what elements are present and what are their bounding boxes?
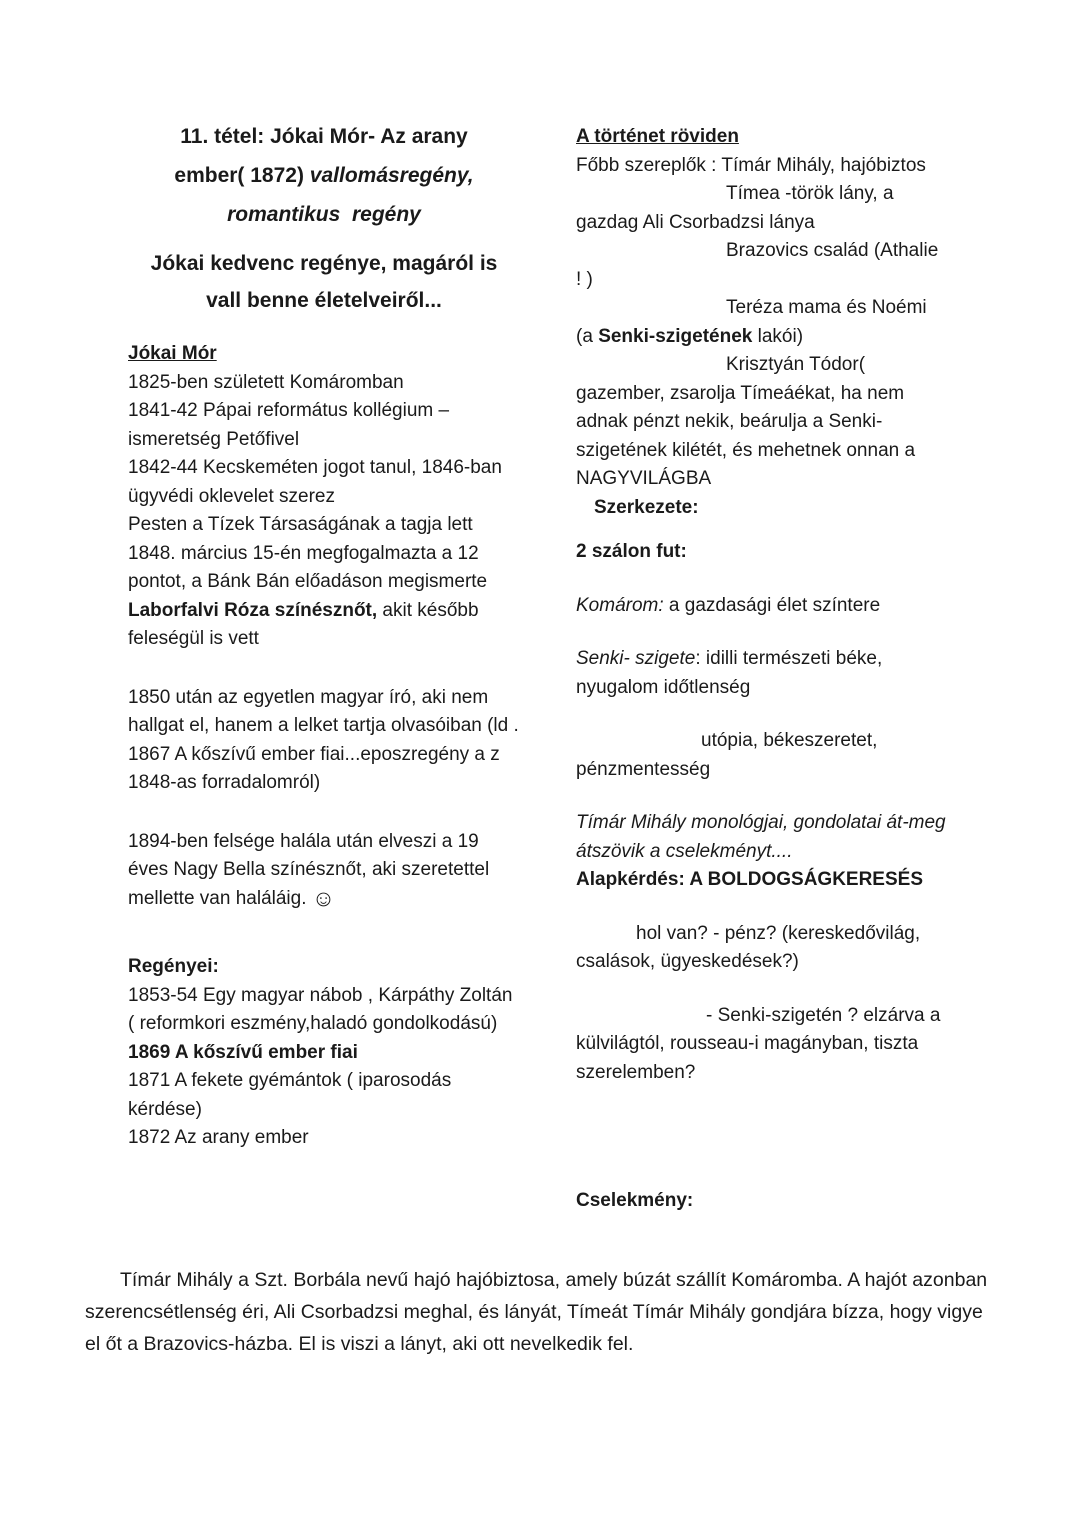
characters-line-6: Teréza mama és Noémi (726, 297, 927, 318)
komarom-label: Komárom: (576, 594, 664, 616)
characters-line-5: ! ) (576, 268, 593, 290)
characters-block (576, 152, 958, 494)
structure-heading: Szerkezete: (594, 496, 699, 518)
subtitle-line-2: vall benne életelveiről... (206, 289, 442, 313)
title-line-1: 11. tétel: Jókai Mór- Az arany (180, 125, 468, 148)
right-column (576, 118, 958, 1216)
paragraph-1894-text: 1894-ben felsége halála után elveszi a 19 éves Nagy Bella színésznőt, aki szeretettel mellette van haláláig. (128, 830, 490, 909)
bio-line-3: 1842-44 Kecskeméten jogot tanul, 1846-ban ügyvédi oklevelet szerez (128, 457, 502, 507)
senki-szigetenek-bold: Senki-szigetének (598, 325, 753, 347)
characters-line-3: gazdag Ali Csorbadzsi lánya (576, 211, 815, 233)
core-question: Alapkérdés: A BOLDOGSÁGKERESÉS (576, 869, 924, 890)
novels-block (128, 953, 520, 1153)
paragraph-1894 (128, 828, 520, 914)
monologues-paragraph: Tímár Mihály monológjai, gondolatai át-meg átszövik a cselekményt.... (576, 812, 946, 862)
left-column (128, 118, 520, 1153)
utopia-line: utópia, békeszeretet, pénzmentesség (576, 730, 878, 780)
bio-line-1: 1825-ben született Komáromban (128, 371, 404, 393)
threads-heading: 2 szálon fut: (576, 541, 687, 562)
senki-line (576, 645, 958, 702)
novels-heading: Regényei: (128, 956, 219, 978)
title-line-2 (134, 157, 514, 196)
characters-line-8: Krisztyán Tódor( (726, 354, 866, 375)
characters-line-7-end: lakói) (752, 325, 804, 347)
bio-line-2: 1841-42 Pápai református kollégium – ismeretség Petőfivel (128, 400, 450, 450)
plot-summary-paragraph: Tímár Mihály a Szt. Borbála nevű hajó hajóbiztosa, amely búzát szállít Komáromba. A hajót azonban szerencsétlenség éri, Ali Csorbadzsi meghal, és lányát, Tímeát Tímár Mihály gondjára bízza, hogy vigye el őt a Brazovics-házba. El is viszi a lányt, aki ott nevelkedik fel. (85, 1268, 988, 1355)
title-line-2-normal: ember( 1872) (174, 163, 310, 187)
bio-line-4: Pesten a Tízek Társaságának a tagja lett (128, 514, 473, 536)
plot-heading: Cselekmény: (576, 1190, 694, 1211)
novel-item-1: 1853-54 Egy magyar nábob , Kárpáthy Zoltán ( reformkori eszmény,haladó gondolkodású) (128, 984, 513, 1035)
senki-label: Senki- szigete (576, 648, 696, 669)
novel-item-3: 1871 A fekete gyémántok ( iparosodás kérdése) (128, 1070, 452, 1120)
bio-laborfalvi-bold: Laborfalvi Róza színésznőt, (128, 599, 378, 621)
title-line-3: romantikus regény (227, 202, 421, 226)
jokai-mor-heading: Jókai Mór (128, 343, 217, 365)
subtitle-line-1: Jókai kedvenc regénye, magáról is (150, 251, 498, 275)
question-money: hol van? - pénz? (kereskedővilág, csalások, ügyeskedések?) (576, 922, 921, 972)
senki-description: : idilli természeti béke, nyugalom időtlenség (576, 648, 883, 698)
biography-block (128, 369, 520, 654)
question-island: - Senki-szigetén ? elzárva a külvilágtól, rousseau-i magányban, tiszta szerelemben? (576, 1004, 941, 1083)
komarom-description: a gazdasági élet színtere (663, 594, 881, 616)
characters-line-4: Brazovics család (Athalie (726, 240, 939, 261)
story-heading: A történet röviden (576, 126, 739, 147)
novel-item-4: 1872 Az arany ember (128, 1127, 309, 1149)
bio-line-5 (128, 540, 520, 654)
smiley-icon: ☺ (311, 884, 336, 911)
document-subtitle (128, 245, 520, 321)
characters-line-7-start: (a (576, 325, 599, 347)
paragraph-1850: 1850 után az egyetlen magyar író, aki nem hallgat el, hanem a lelket tartja olvasóiban (ld . 1867 A kőszívű ember fiai...eposzregény a z 1848-as forradalomról) (128, 686, 519, 794)
komarom-line (576, 592, 958, 621)
bio-line-5-text-end: akit később feleségül is vett (128, 599, 479, 650)
document-title (134, 118, 514, 235)
title-line-2-italic: vallomásregény, (309, 163, 474, 187)
characters-line-7 (576, 323, 958, 352)
novel-item-2: 1869 A kőszívű ember fiai (128, 1041, 358, 1063)
characters-line-9: gazember, zsarolja Tímeáékat, ha nem adnak pénzt nekik, beárulja a Senki-szigetének kilétét, és mehetnek onnan a NAGYVILÁGBA (576, 382, 916, 489)
bio-line-5-text: 1848. március 15-én megfogalmazta a 12 pontot, a Bánk Bán előadáson megismerte (128, 542, 488, 593)
characters-line-1: Főbb szereplők : Tímár Mihály, hajóbiztos (576, 154, 926, 176)
characters-line-2: Tímea -török lány, a (726, 183, 894, 204)
